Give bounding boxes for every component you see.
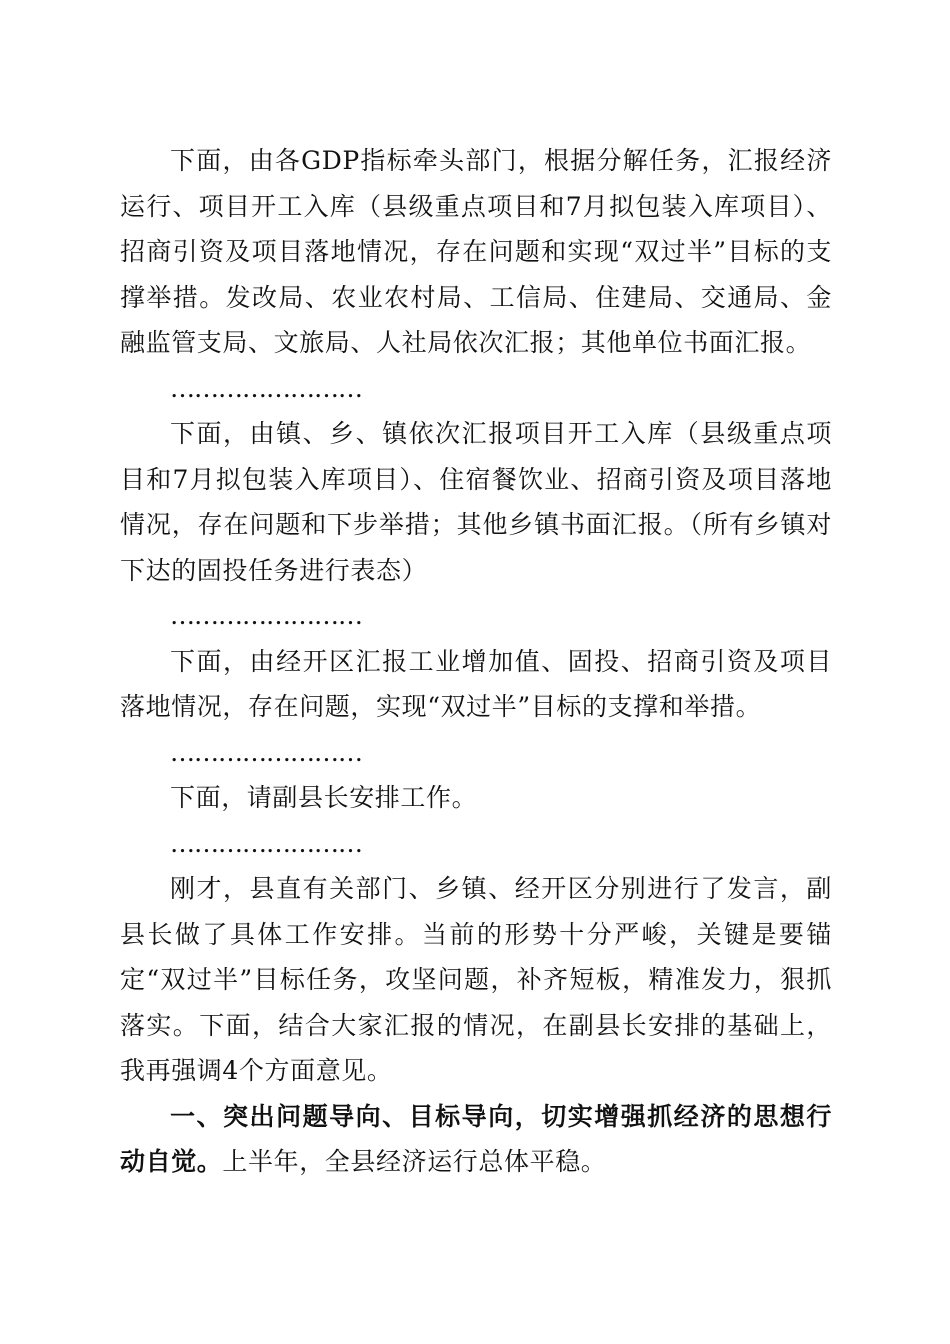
document-page [120,138,832,1185]
section-one-heading: 一、突出问题导向、目标导向，切实增强抓经济的思想行动自觉。 [120,1101,832,1176]
ellipsis-separator: …………………… [170,828,362,858]
ellipsis-separator: …………………… [170,373,362,403]
section-one-body: 上半年，全县经济运行总体平稳。 [222,1147,607,1176]
paragraph-summary-remarks: 刚才，县直有关部门、乡镇、经开区分别进行了发言，副县长做了具体工作安排。当前的形势十分严峻，关键是要锚定“双过半”目标任务，攻坚问题，补齐短板，精准发力，狠抓落实。下面，结合大家汇报的情况，在副县长安排的基础上，我再强调4个方面意见。 [120,874,832,1085]
ellipsis-separator: …………………… [170,737,362,767]
paragraph-townships-report: 下面，由镇、乡、镇依次汇报项目开工入库（县级重点项目和7月拟包装入库项目）、住宿餐饮业、招商引资及项目落地情况，存在问题和下步举措；其他乡镇书面汇报。（所有乡镇对下达的固投任务进行表态） [120,419,832,585]
ellipsis-separator: …………………… [170,601,362,630]
paragraph-gdp-departments-report: 下面，由各GDP指标牵头部门，根据分解任务，汇报经济运行、项目开工入库（县级重点项目和7月拟包装入库项目）、招商引资及项目落地情况，存在问题和实现“双过半”目标的支撑举措。发改局、农业农村局、工信局、住建局、交通局、金融监管支局、文旅局、人社局依次汇报；其他单位书面汇报。 [120,146,832,357]
paragraph-deputy-arrangement: 下面，请副县长安排工作。 [170,783,478,812]
paragraph-development-zone-report: 下面，由经开区汇报工业增加值、固投、招商引资及项目落地情况，存在问题，实现“双过半”目标的支撑和举措。 [120,646,832,721]
section-one-paragraph [120,1094,832,1185]
